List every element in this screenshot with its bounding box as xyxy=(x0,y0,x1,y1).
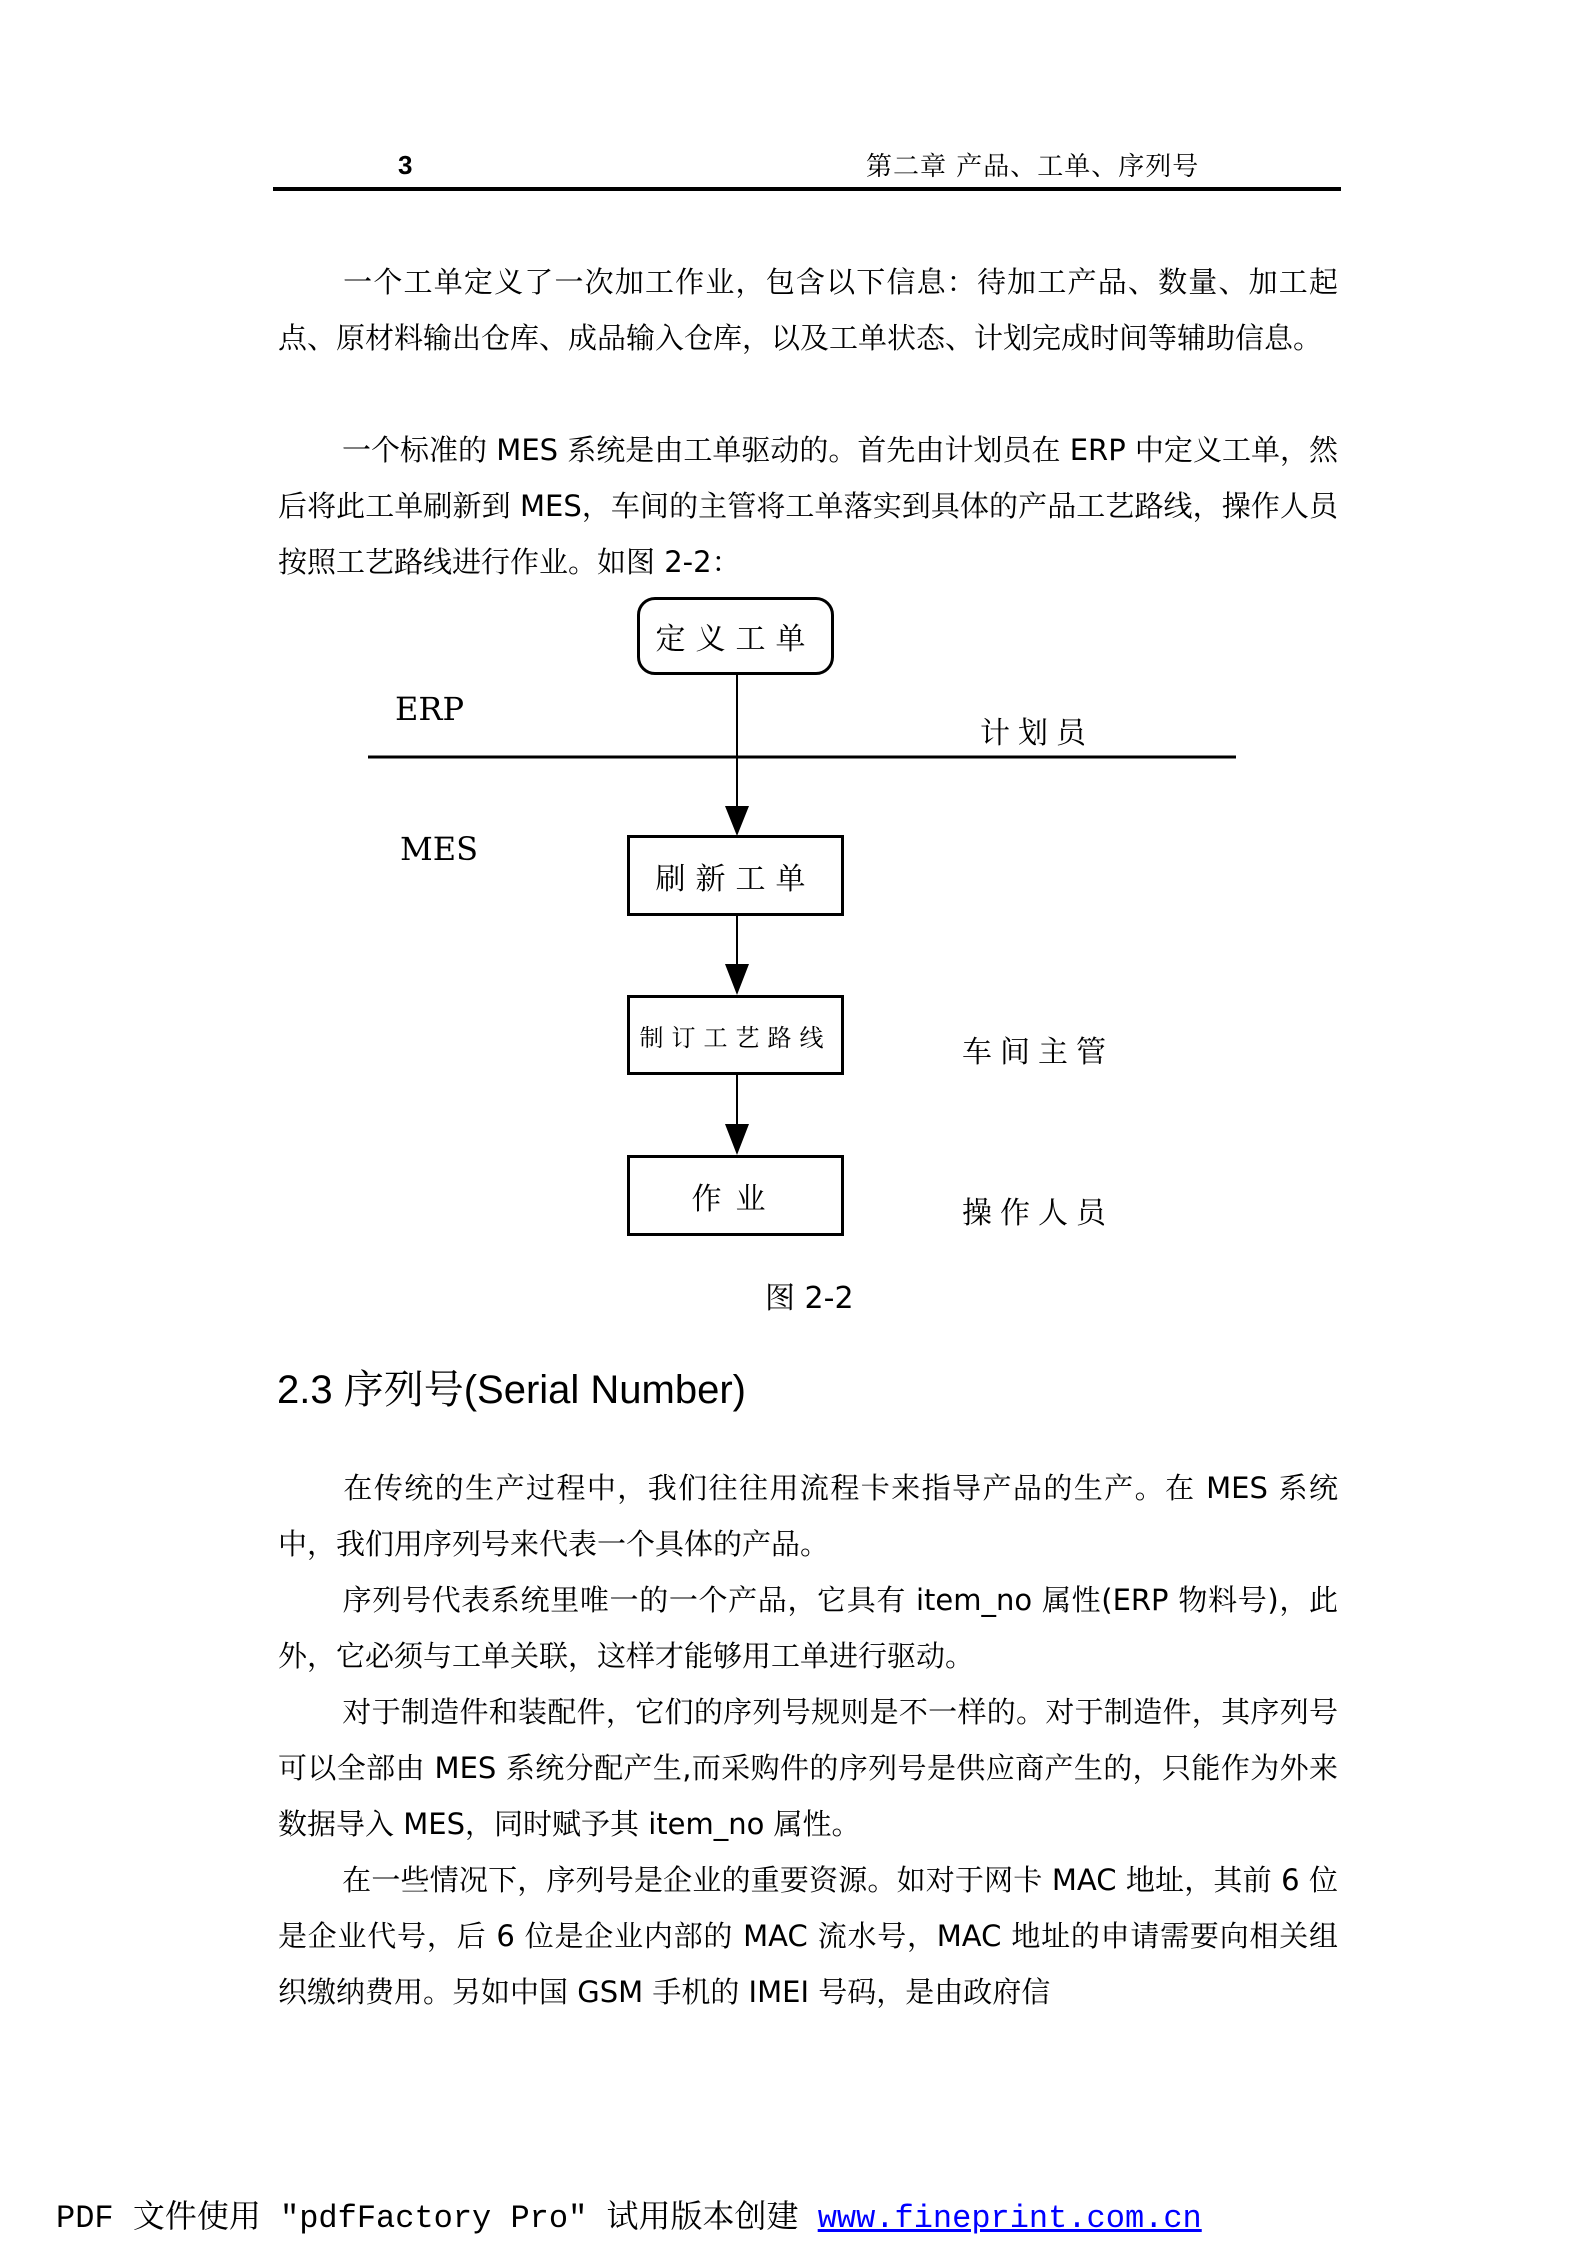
paragraph-text: 序列号代表系统里唯一的一个产品，它具有 item_no 属性(ERP 物料号)，此外，它必须与工单关联，这样才能够用工单进行驱动。 xyxy=(278,1583,1338,1673)
role-planner: 计划员 xyxy=(980,716,1094,751)
role-operator: 操作人员 xyxy=(962,1196,1114,1231)
paragraph-text: 对于制造件和装配件，它们的序列号规则是不一样的。对于制造件，其序列号可以全部由 MES 系统分配产生,而采购件的序列号是供应商产生的，只能作为外来数据导入 MES，同时赋予其 item_no 属性。 xyxy=(278,1695,1338,1841)
paragraph-serial-resource xyxy=(278,1852,1338,2020)
paragraph-text: 在一些情况下，序列号是企业的重要资源。如对于网卡 MAC 地址，其前 6 位是企业代号，后 6 位是企业内部的 MAC 流水号，MAC 地址的申请需要向相关组织缴纳费用。另如中国 GSM 手机的 IMEI 号码，是由政府信 xyxy=(278,1863,1338,2009)
fineprint-link[interactable]: www.fineprint.com.cn xyxy=(817,2200,1202,2237)
node-label: 作业 xyxy=(691,1181,780,1217)
node-define-work-order xyxy=(637,597,834,675)
node-label: 定义工单 xyxy=(655,622,816,657)
arrow-down-icon xyxy=(725,1124,749,1155)
arrow-down-icon xyxy=(725,806,749,836)
paragraph-serial-rules xyxy=(278,1684,1338,1852)
section-heading: 2.3 序列号(Serial Number) xyxy=(277,1368,747,1412)
watermark-text: PDF 文件使用 "pdfFactory Pro" 试用版本创建 xyxy=(56,2200,818,2237)
node-label: 制订工艺路线 xyxy=(639,1023,832,1052)
paragraph-serial-intro xyxy=(278,1460,1338,1572)
paragraph-text: 在传统的生产过程中，我们往往用流程卡来指导产品的生产。在 MES 系统中，我们用序列号来代表一个具体的产品。 xyxy=(278,1471,1338,1561)
node-refresh-work-order xyxy=(627,835,844,916)
chapter-title: 第二章 产品、工单、序列号 xyxy=(866,152,1200,182)
figure-caption: 图 2-2 xyxy=(765,1281,854,1316)
paragraph-text: 一个工单定义了一次加工作业，包含以下信息：待加工产品、数量、加工起点、原材料输出仓库、成品输入仓库，以及工单状态、计划完成时间等辅助信息。 xyxy=(278,265,1338,355)
role-supervisor: 车间主管 xyxy=(962,1035,1114,1070)
zone-label-erp: ERP xyxy=(395,690,464,728)
paragraph-serial-unique xyxy=(278,1572,1338,1684)
page-number: 3 xyxy=(398,150,413,180)
node-define-routing xyxy=(627,995,844,1075)
pdf-watermark-footer xyxy=(56,2191,1202,2237)
node-label: 刷新工单 xyxy=(655,861,816,897)
node-operation xyxy=(627,1155,844,1236)
arrow-down-icon xyxy=(725,964,749,995)
paragraph-text: 一个标准的 MES 系统是由工单驱动的。首先由计划员在 ERP 中定义工单，然后将此工单刷新到 MES，车间的主管将工单落实到具体的产品工艺路线，操作人员按照工艺路线进行作业。如图 2-2： xyxy=(278,433,1338,579)
zone-label-mes: MES xyxy=(400,830,479,868)
